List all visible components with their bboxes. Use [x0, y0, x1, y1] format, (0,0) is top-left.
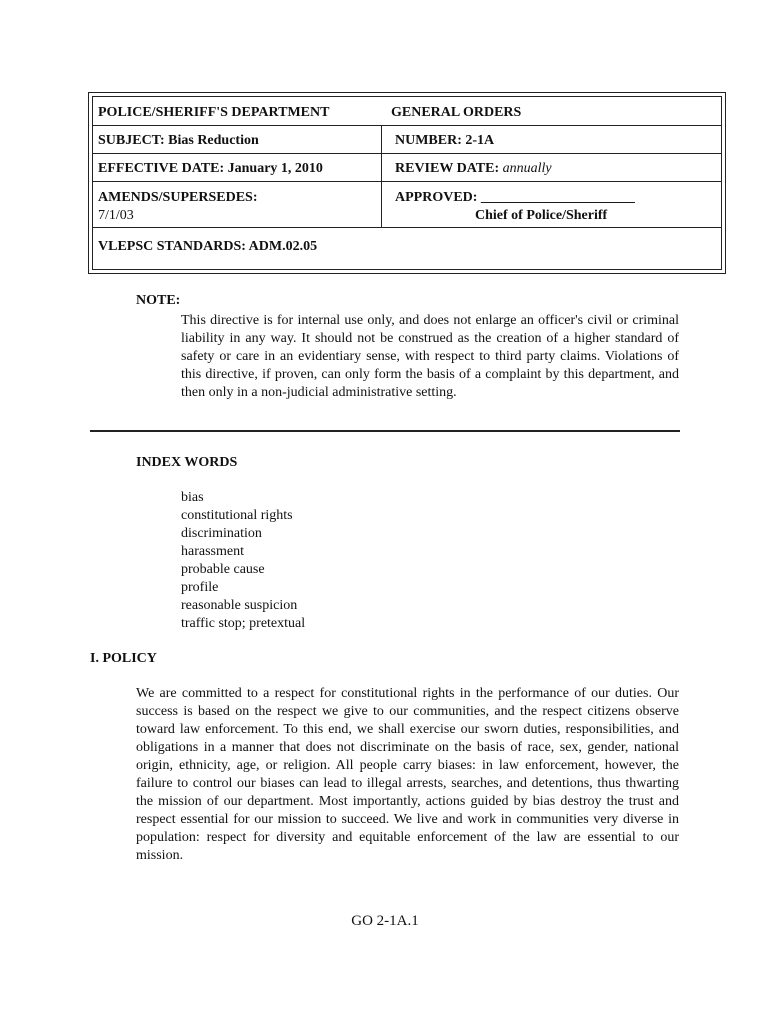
- approved-title: Chief of Police/Sheriff: [475, 208, 608, 223]
- policy-heading: I. POLICY: [90, 651, 157, 666]
- order-number: NUMBER: 2-1A: [395, 133, 495, 148]
- subject: SUBJECT: Bias Reduction: [98, 133, 259, 148]
- index-word: reasonable suspicion: [181, 598, 298, 613]
- review-date-label: REVIEW DATE:: [395, 161, 500, 176]
- section-divider: [90, 430, 680, 432]
- index-word: harassment: [181, 544, 244, 559]
- review-date-value: annually: [502, 161, 552, 176]
- approved-label: APPROVED: ______________________: [395, 190, 635, 205]
- review-date: [395, 161, 552, 177]
- header-row-subject: [93, 125, 721, 154]
- index-word: constitutional rights: [181, 508, 293, 523]
- header-table-inner: [92, 96, 722, 270]
- header-row-amends: [93, 181, 721, 228]
- index-words-list: [181, 489, 305, 633]
- index-word: probable cause: [181, 562, 265, 577]
- policy-text: We are committed to a respect for constitutional rights in the performance of our duties. Our success is based on the respect we give to our communities, and the respect citizens observe toward law enforcement. To this end, we shall exercise our sworn duties, responsibilities, and obligations in a manner that does not discriminate on the basis of race, sex, gender, national origin, ethnicity, age, or religion. All people carry biases: in law enforcement, however, the failure to control our biases can lead to illegal arrests, searches, and detentions, thus thwarting the mission of our department. Most importantly, actions guided by bias destroy the trust and respect essential for our mission to succeed. We live and work in communities very diverse in population: respect for diversity and equitable enforcement of the law are essential to our mission.: [136, 686, 679, 863]
- header-row-dates: [93, 153, 721, 182]
- orders-title: GENERAL ORDERS: [391, 105, 522, 120]
- index-words-heading: INDEX WORDS: [136, 455, 238, 470]
- note-label: NOTE:: [136, 293, 181, 308]
- note-text: This directive is for internal use only, and does not enlarge an officer's civil or criminal liability in any way. It should not be construed as the creation of a higher standard of safety or care in an evidentiary sense, with respect to third party claims. Violations of this directive, if proven, can only form the basis of a complaint by this department, and then only in a non-judicial administrative setting.: [181, 313, 679, 400]
- index-word: bias: [181, 490, 204, 505]
- index-word: discrimination: [181, 526, 262, 541]
- amends-value: 7/1/03: [98, 208, 134, 223]
- header-row-title: [93, 97, 721, 126]
- department-name: POLICE/SHERIFF'S DEPARTMENT: [98, 105, 330, 120]
- page-footer: GO 2-1A.1: [351, 913, 419, 929]
- header-column-divider: [381, 125, 382, 227]
- amends-label: AMENDS/SUPERSEDES:: [98, 190, 258, 205]
- effective-date: EFFECTIVE DATE: January 1, 2010: [98, 161, 323, 176]
- index-word: profile: [181, 580, 219, 595]
- index-word: traffic stop; pretextual: [181, 616, 306, 631]
- vlepsc-standards: VLEPSC STANDARDS: ADM.02.05: [98, 239, 318, 254]
- header-table: [88, 92, 726, 274]
